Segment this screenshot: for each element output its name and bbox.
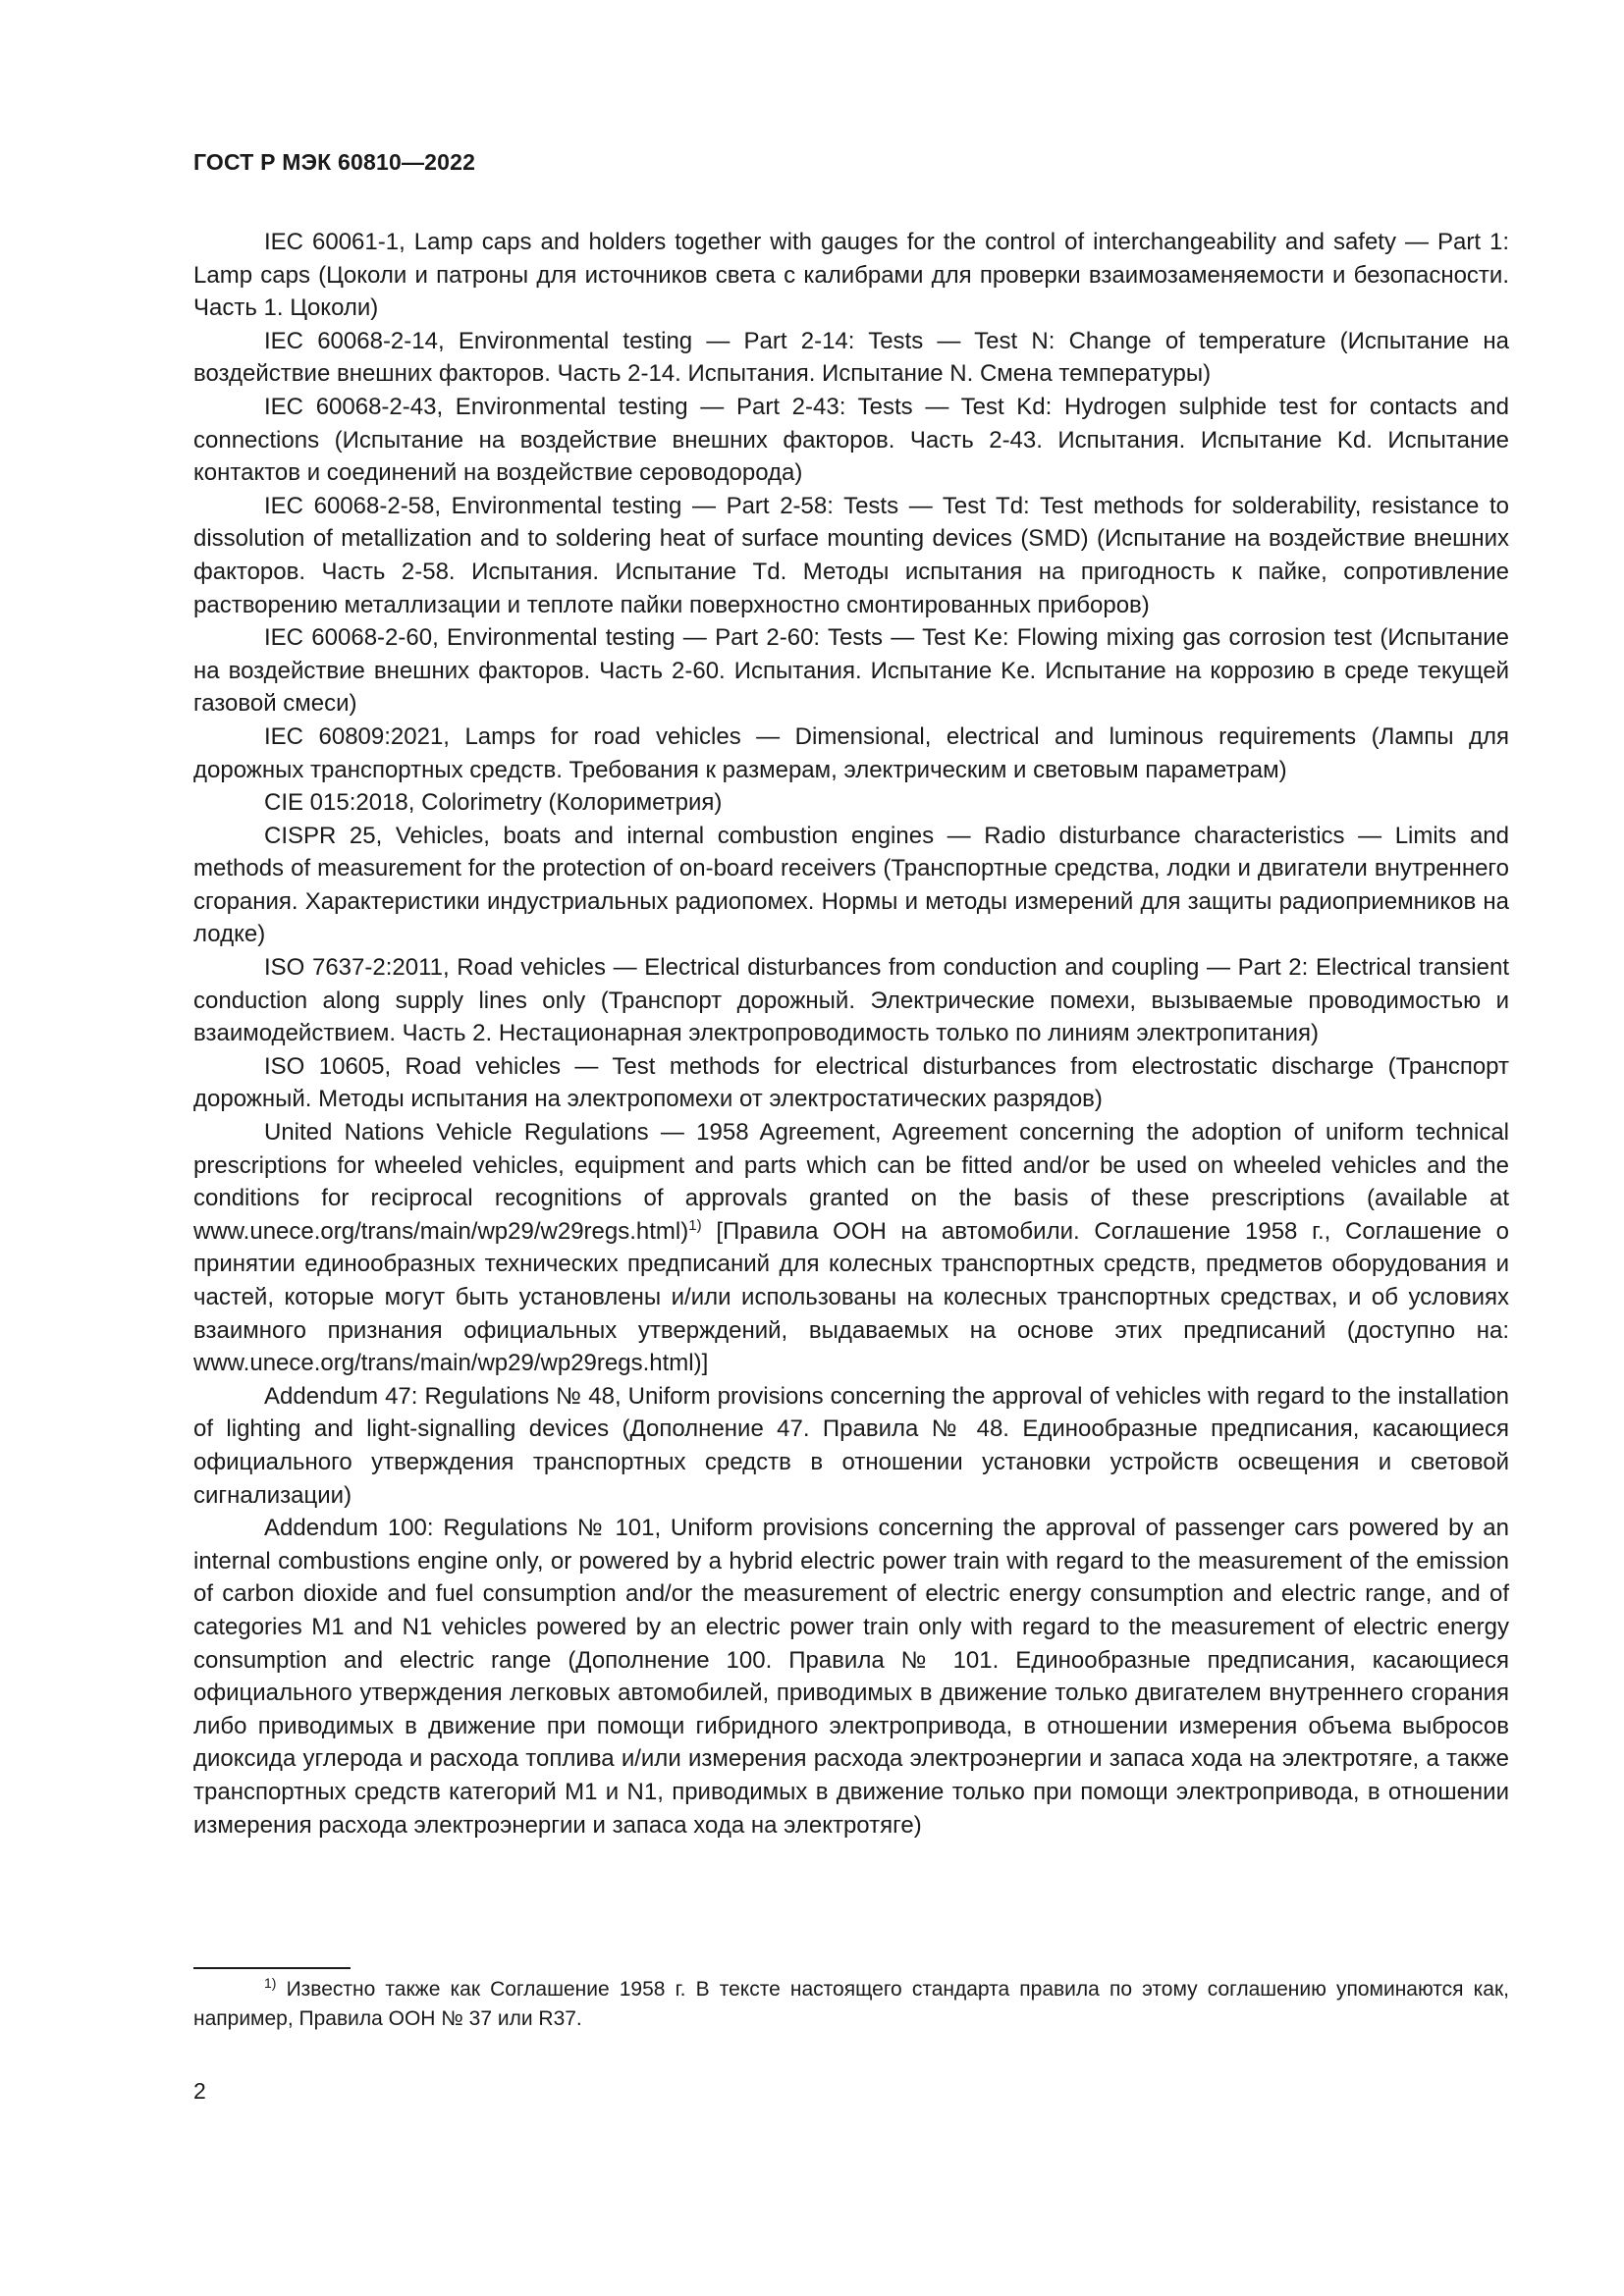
- footnote-text: Известно также как Соглашение 1958 г. В тексте настоящего стандарта правила по этому соглашению упоминаются как, например, Правила ООН № 37 или R37.: [193, 1978, 1509, 2030]
- reference-addendum-47: Addendum 47: Regulations № 48, Uniform provisions concerning the approval of vehicles with regard to the installation of lighting and light-signalling devices (Дополнение 47. Правила № 48. Единообразные предписания, касающиеся официального утверждения транспортных средств в отношении установки устройств освещения и световой сигнализации): [193, 1382, 1509, 1509]
- reference-iec-60068-2-60: IEC 60068-2-60, Environmental testing — Part 2-60: Tests — Test Ke: Flowing mixing gas corrosion test (Испытание на воздействие внешних факторов. Часть 2-60. Испытания. Испытание Ke. Испытание на коррозию в среде текущей газовой смеси): [193, 624, 1509, 718]
- reference-iec-60068-2-58: IEC 60068-2-58, Environmental testing — Part 2-58: Tests — Test Td: Test methods for solderability, resistance to dissolution of metallization and to soldering heat of surface mounting devices (SMD) (Испытание на воздействие внешних факторов. Часть 2-58. Испытания. Испытание Td. Методы испытания на пригодность к пайке, сопротивление растворению металлизации и теплоте пайки поверхностно смонтированных приборов): [193, 492, 1509, 618]
- unece-text-part-1: United Nations Vehicle Regulations — 1958 Agreement, Agreement concerning the adoption of uniform technical prescriptions for wheeled vehicles, equipment and parts which can be fitted and/or be used on wheeled vehicles and the conditions for reciprocal recognitions of approvals granted on the basis of these prescriptions (available at www.unece.org/trans/main/wp29/w29regs.html): [193, 1119, 1509, 1245]
- reference-iec-60061-1: IEC 60061-1, Lamp caps and holders together with gauges for the control of interchangeability and safety — Part 1: Lamp caps (Цоколи и патроны для источников света с калибрами для проверки взаимозаменяемости и безопасности. Часть 1. Цоколи): [193, 229, 1509, 322]
- reference-cie-015: CIE 015:2018, Colorimetry (Колориметрия): [264, 789, 723, 817]
- footnote-marker: 1): [688, 1216, 702, 1234]
- unece-text-part-2: [Правила ООН на автомобили. Соглашение 1958 г., Соглашение о принятии единообразных технических предписаний для колесных транспортных средств, предметов оборудования и частей, которые могут быть установлены и/или использованы на колесных транспортных средствах, и об условиях взаимного признания официальных утверждений, выдаваемых на основе этих предписаний (доступно на: www.unece.org/trans/main/wp29/​wp29regs.html)]: [193, 1217, 1509, 1377]
- reference-iso-7637-2: ISO 7637-2:2011, Road vehicles — Electrical disturbances from conduction and coupling — Part 2: Electrical transient conduction along supply lines only (Транспорт дорожный. Электрические помехи, вызываемые проводимостью и взаимодействием. Часть 2. Нестационарная электропроводимость только по линиям электропитания): [193, 954, 1509, 1047]
- reference-iec-60068-2-14: IEC 60068-2-14, Environmental testing — Part 2-14: Tests — Test N: Change of temperature (Испытание на воздействие внешних факторов. Часть 2-14. Испытания. Испытание N. Смена температуры): [193, 327, 1509, 388]
- reference-iso-10605: ISO 10605, Road vehicles — Test methods for electrical disturbances from electrostatic discharge (Транспорт дорожный. Методы испытания на электропомехи от электростатических разрядов): [193, 1052, 1509, 1113]
- footnote: [193, 1975, 1509, 2034]
- reference-unece-regulations: [193, 1116, 1509, 1380]
- reference-iec-60068-2-43: IEC 60068-2-43, Environmental testing — Part 2-43: Tests — Test Kd: Hydrogen sulphide test for contacts and connections (Испытание на воздействие внешних факторов. Часть 2-43. Испытания. Испытание Kd. Испытание контактов и соединений на воздействие сероводорода): [193, 393, 1509, 487]
- reference-iec-60809: IEC 60809:2021, Lamps for road vehicles — Dimensional, electrical and luminous requirements (Лампы для дорожных транспортных средств. Требования к размерам, электрическим и световым параметрам): [193, 722, 1509, 783]
- document-header: ГОСТ Р МЭК 60810—2022: [193, 149, 476, 175]
- footnote-number: 1): [264, 1975, 277, 1991]
- reference-cispr-25: CISPR 25, Vehicles, boats and internal combustion engines — Radio disturbance characteristics — Limits and methods of measurement for the protection of on-board receivers (Транспортные средства, лодки и двигатели внутреннего сгорания. Характеристики индустриальных радиопомех. Нормы и методы измерений для защиты радиоприемников на лодке): [193, 822, 1509, 948]
- page-number: 2: [193, 2078, 206, 2104]
- reference-addendum-100: Addendum 100: Regulations № 101, Uniform provisions concerning the approval of passenger cars powered by an internal combustions engine only, or powered by a hybrid electric power train with regard to the measurement of the emission of carbon dioxide and fuel consumption and/or the measurement of electric energy consumption and electric range, and of categories M1 and N1 vehicles powered by an electric power train only with regard to the measurement of electric energy consumption and electric range (Дополнение 100. Правила № 101. Единообразные предписания, касающиеся официального утверждения легковых автомобилей, приводимых в движение только двигателем внутреннего сгорания либо приводимых в движение при помощи гибридного электропривода, в отношении измерения объема выбросов диоксида углерода и расхода топлива и/или измерения расхода электроэнергии и запаса хода на электротяге, а также транспортных средств категорий M1 и N1, приводимых в движение только при помощи электропривода, в отношении измерения расхода электроэнергии и запаса хода на электротяге): [193, 1515, 1509, 1839]
- footnote-divider: [193, 1967, 351, 1969]
- normative-references: [193, 226, 1509, 1842]
